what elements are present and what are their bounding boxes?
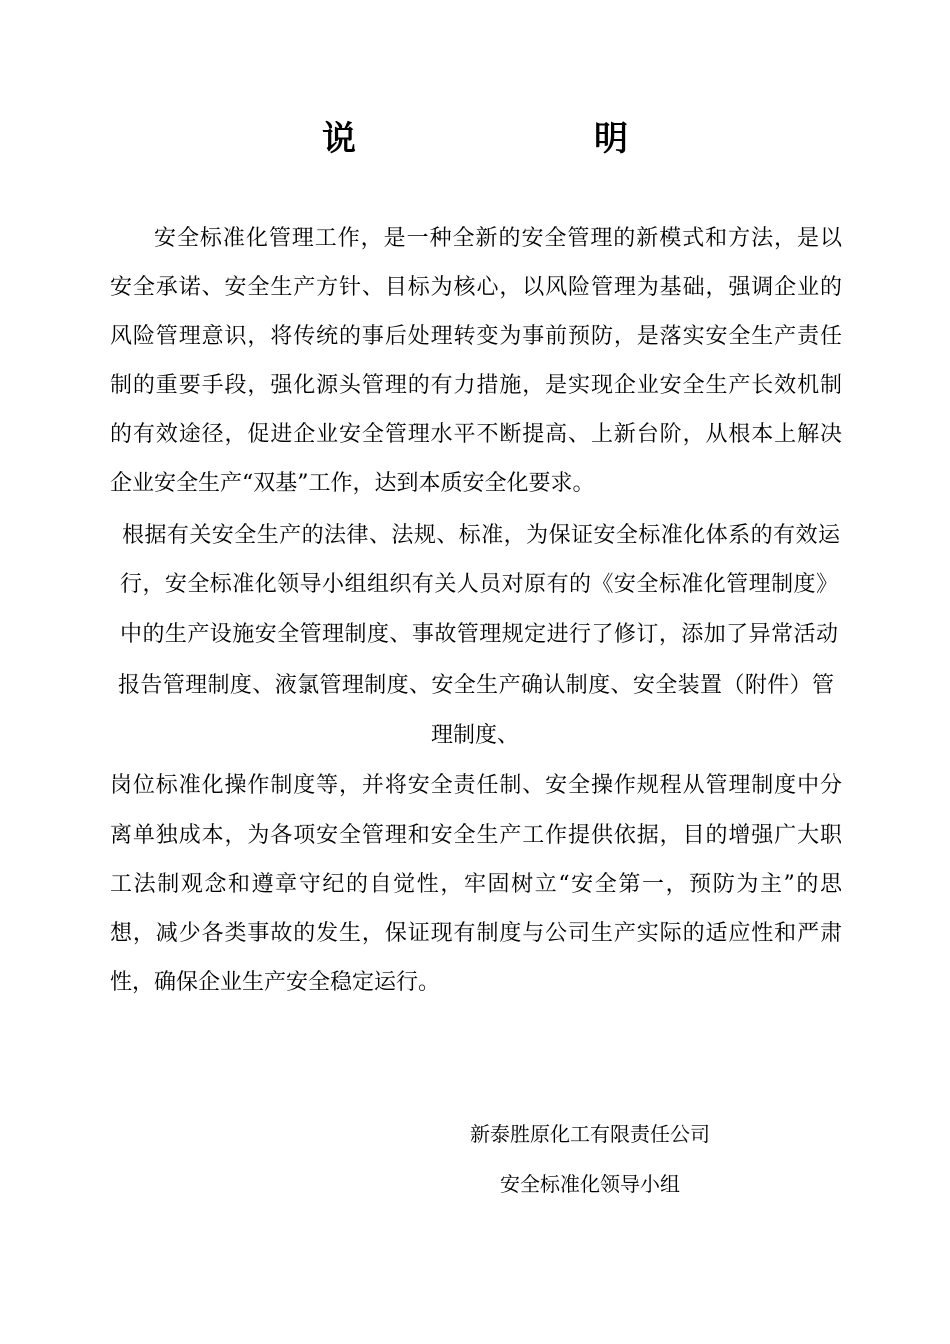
paragraph3-line: 岗位标准化操作制度等，并将安全责任制、安全操作规程从管理制度中分 bbox=[110, 773, 842, 798]
paragraph2-line: 中的生产设施安全管理制度、事故管理规定进行了修订，添加了异常活动 bbox=[120, 622, 838, 647]
paragraph2-line: 理制度、 bbox=[430, 723, 519, 748]
paragraph1-line: 制的重要手段，强化源头管理的有力措施，是实现企业安全生产长效机制 bbox=[110, 373, 842, 398]
paragraph2-line: 根据有关安全生产的法律、法规、标准，为保证安全标准化体系的有效运 bbox=[122, 523, 840, 548]
paragraph3-line: 离单独成本，为各项安全管理和安全生产工作提供依据，目的增强广大职 bbox=[110, 823, 842, 848]
document-title: 说 明 bbox=[322, 119, 730, 159]
signature-company: 新泰胜原化工有限责任公司 bbox=[470, 1122, 710, 1146]
paragraph1-line: 的有效途径，促进企业安全管理水平不断提高、上新台阶，从根本上解决 bbox=[110, 422, 842, 447]
paragraph3-line: 性，确保企业生产安全稳定运行。 bbox=[110, 970, 441, 995]
paragraph2-line: 报告管理制度、液氯管理制度、安全生产确认制度、安全装置（附件）管 bbox=[118, 673, 834, 698]
paragraph1-line: 安全标准化管理工作，是一种全新的安全管理的新模式和方法，是以 bbox=[154, 226, 842, 251]
paragraph1-line: 风险管理意识，将传统的事后处理转变为事前预防，是落实安全生产责任 bbox=[110, 324, 842, 349]
paragraph3-line: 工法制观念和遵章守纪的自觉性，牢固树立“安全第一，预防为主”的思 bbox=[110, 872, 842, 897]
paragraph1-line: 企业安全生产“双基”工作，达到本质安全化要求。 bbox=[110, 471, 595, 496]
signature-group: 安全标准化领导小组 bbox=[500, 1172, 680, 1196]
paragraph1-line: 安全承诺、安全生产方针、目标为核心，以风险管理为基础，强调企业的 bbox=[110, 275, 842, 300]
paragraph3-line: 想，减少各类事故的发生，保证现有制度与公司生产实际的适应性和严肃 bbox=[110, 921, 842, 946]
paragraph2-line: 行，安全标准化领导小组组织有关人员对原有的《安全标准化管理制度》 bbox=[120, 572, 838, 597]
